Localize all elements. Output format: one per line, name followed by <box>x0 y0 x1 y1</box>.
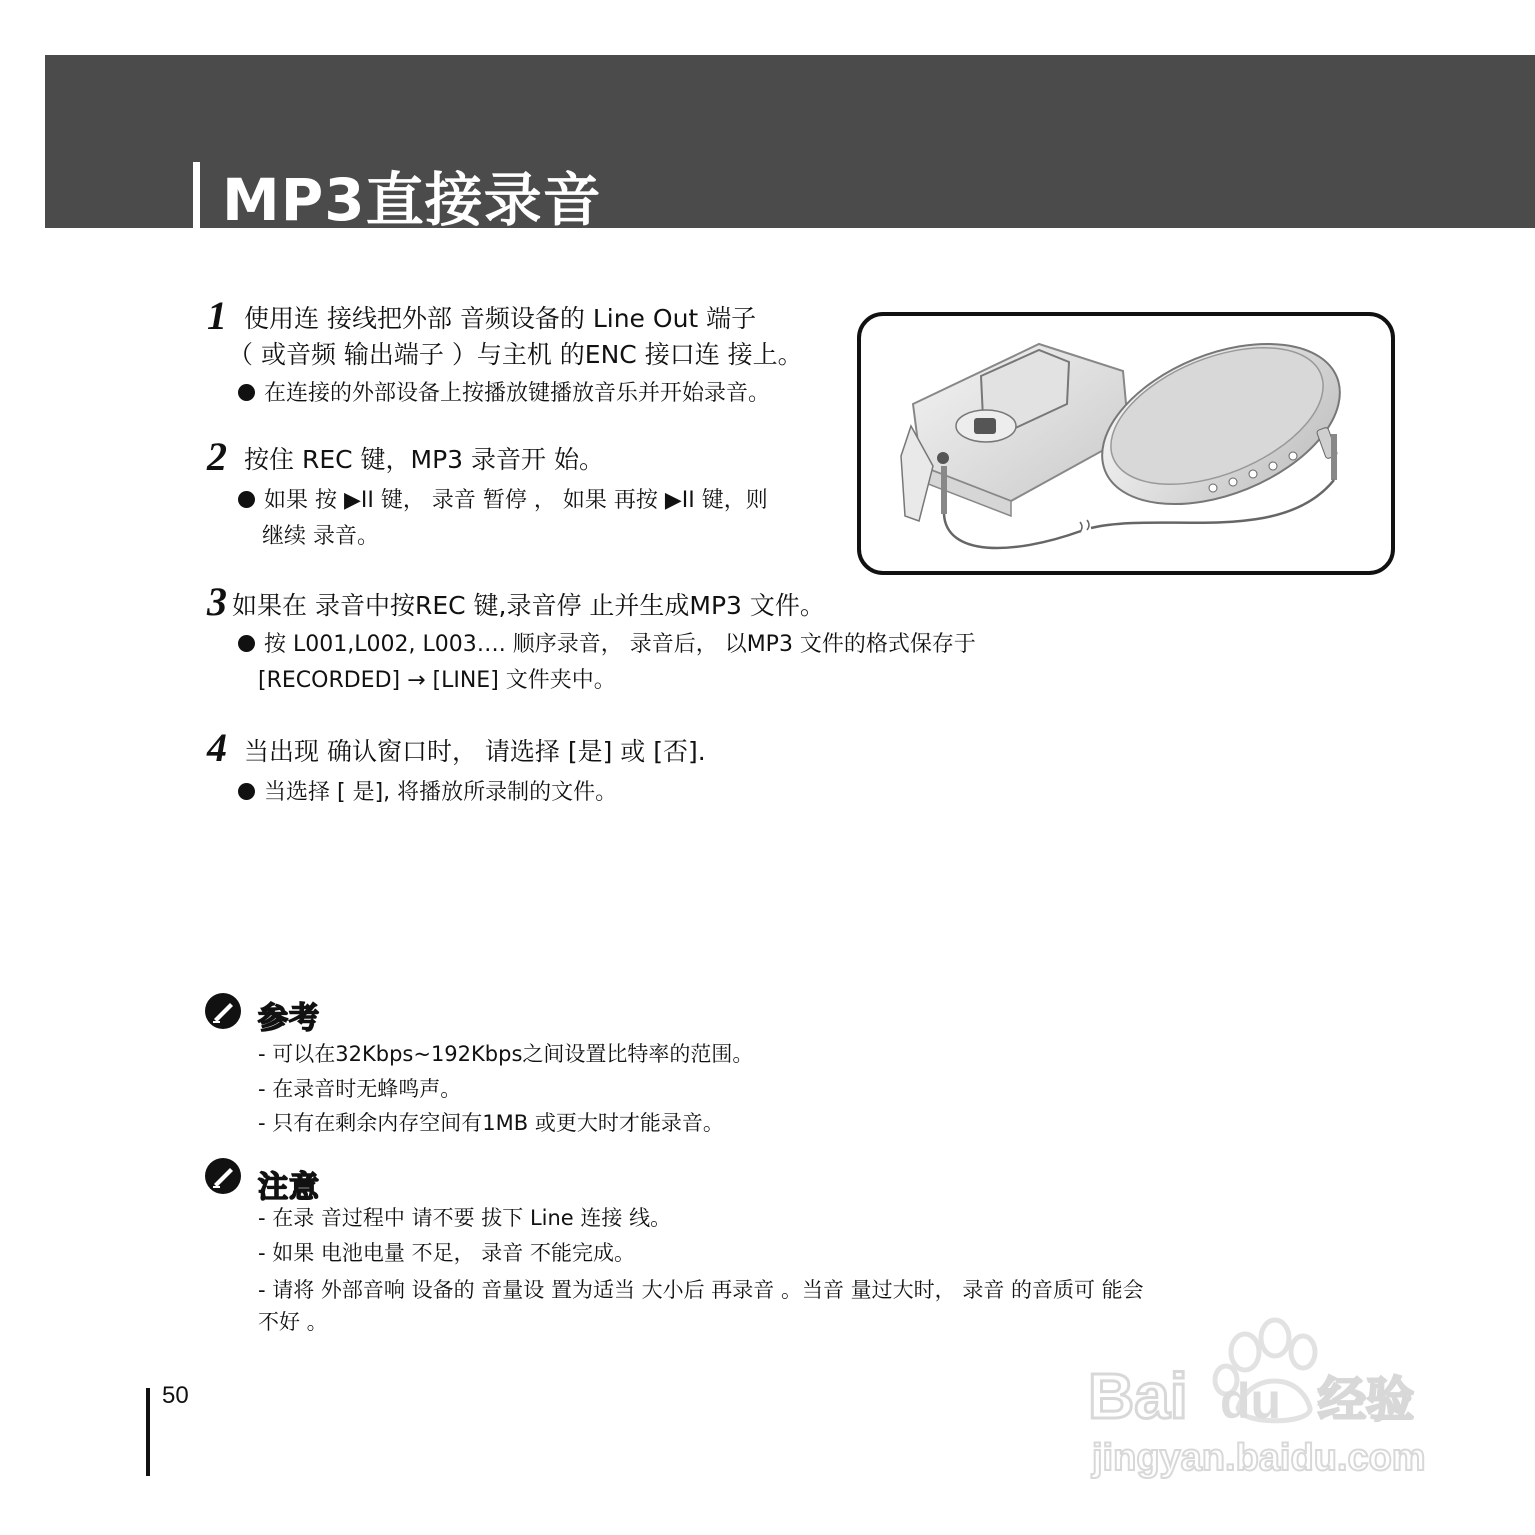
step-1-bullet-1: 在连接的外部设备上按播放键播放音乐并开始录音。 <box>238 380 770 408</box>
reference-item-3: - 只有在剩余内存空间有1MB 或更大时才能录音。 <box>258 1111 724 1135</box>
reference-item-1: - 可以在32Kbps~192Kbps之间设置比特率的范围。 <box>258 1042 754 1066</box>
watermark-brand: Bai <box>1088 1360 1188 1432</box>
caution-item-3: - 请将 外部音响 设备的 音量设 置为适当 大小后 再录音 。当音 量过大时， 录音 的音质可 能会 <box>258 1278 1144 1302</box>
reference-heading: 参考 <box>258 1001 320 1036</box>
step-1-line-2: （ 或音频 输出端子 ）与主机 的ENC 接口连 接上。 <box>228 340 803 369</box>
step-4-line-1: 当出现 确认窗口时， 请选择 [是] 或 [否]. <box>244 737 706 766</box>
caution-item-3-cont: 不好 。 <box>258 1310 328 1334</box>
caution-item-1: - 在录 音过程中 请不要 拔下 Line 连接 线。 <box>258 1206 672 1230</box>
bullet-icon <box>238 384 255 401</box>
step-number-2: 2 <box>207 434 227 479</box>
bullet-icon <box>238 491 255 508</box>
step-number-1: 1 <box>207 293 227 338</box>
pen-note-icon <box>204 1157 242 1195</box>
reference-item-2: - 在录音时无蜂鸣声。 <box>258 1077 462 1101</box>
baidu-jingyan-watermark <box>1070 1290 1450 1490</box>
step-4-bullet-1: 当选择 [ 是], 将播放所录制的文件。 <box>238 779 617 807</box>
watermark-brand-jingyan: 经验 <box>1318 1372 1415 1428</box>
step-3-bullet-1: 按 L001,L002, L003…. 顺序录音， 录音后， 以MP3 文件的格式保存于 <box>238 631 976 659</box>
watermark-brand-du: du <box>1220 1373 1282 1429</box>
device-connection-illustration <box>857 312 1395 575</box>
step-3-line-1: 如果在 录音中按REC 键,录音停 止并生成MP3 文件。 <box>232 591 825 620</box>
step-1-line-1: 使用连 接线把外部 音频设备的 Line Out 端子 <box>244 304 757 333</box>
step-3-bullet-1-cont: [RECORDED] → [LINE] 文件夹中。 <box>258 668 616 693</box>
pen-note-icon <box>204 992 242 1030</box>
title-accent-bar <box>193 162 200 228</box>
bullet-icon <box>238 635 255 652</box>
page-number: 50 <box>162 1382 189 1409</box>
bullet-icon <box>238 783 255 800</box>
step-2-bullet-1-cont: 继续 录音。 <box>262 524 379 549</box>
caution-item-2: - 如果 电池电量 不足， 录音 不能完成。 <box>258 1241 635 1265</box>
step-2-line-1: 按住 REC 键，MP3 录音开 始。 <box>244 445 604 474</box>
page-title: MP3直接录音 <box>222 166 602 234</box>
step-number-4: 4 <box>207 725 227 770</box>
watermark-url: jingyan.baidu.com <box>1092 1437 1426 1479</box>
page-number-bar <box>146 1388 150 1476</box>
step-number-3: 3 <box>207 579 227 624</box>
caution-heading: 注意 <box>258 1170 320 1205</box>
step-2-bullet-1: 如果 按 ▶II 键， 录音 暂停 ， 如果 再按 ▶II 键，则 <box>238 487 768 515</box>
mp3-player-and-cd-player-drawing <box>861 316 1391 571</box>
